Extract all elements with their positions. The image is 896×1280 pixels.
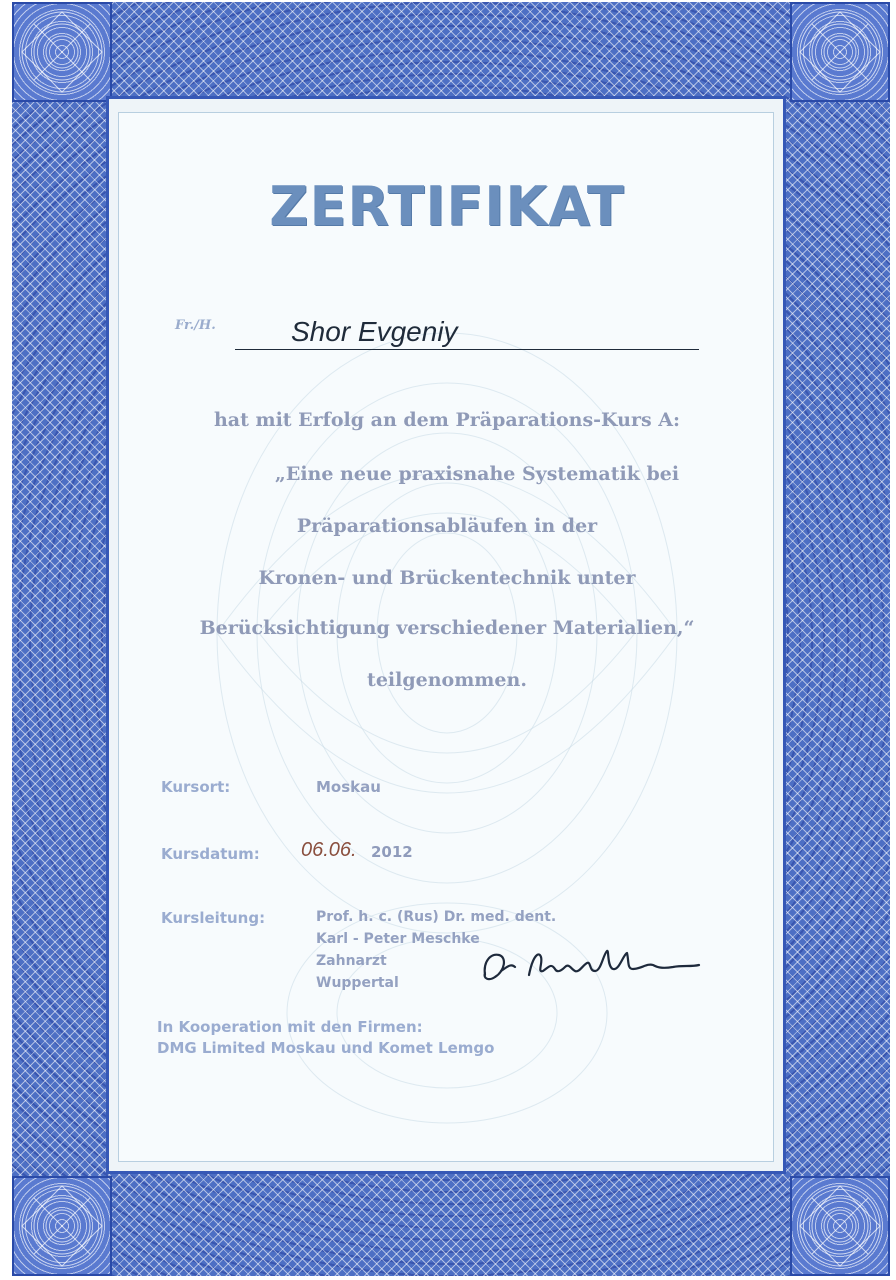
course-leader-line-4: Wuppertal <box>316 975 399 991</box>
course-leader-line-1: Prof. h. c. (Rus) Dr. med. dent. <box>316 909 557 925</box>
certificate-panel <box>118 112 774 1162</box>
corner-ornament-bottom-left <box>12 1176 112 1276</box>
body-line-1: hat mit Erfolg an dem Präparations-Kurs A: <box>213 409 681 431</box>
corner-ornament-top-left <box>12 2 112 102</box>
body-line-6: teilgenommen. <box>367 669 527 691</box>
certificate-title: ZERTIFIKAT <box>269 175 625 238</box>
course-date-year: 2012 <box>371 843 413 861</box>
corner-ornament-top-right <box>790 2 890 102</box>
course-leader-line-3: Zahnarzt <box>316 953 387 969</box>
body-line-3: Präparationsabläufen in der <box>296 515 598 537</box>
body-line-4: Kronen- und Brückentechnik unter <box>258 567 636 589</box>
signature <box>477 941 707 991</box>
corner-ornament-bottom-right <box>790 1176 890 1276</box>
course-leader-label: Kursleitung: <box>161 909 266 927</box>
name-underline <box>235 349 699 350</box>
course-location-value: Moskau <box>316 778 381 796</box>
body-line-2: „Eine neue praxisnahe Systematik bei <box>274 463 680 485</box>
cooperation-line-2: DMG Limited Moskau und Komet Lemgo <box>157 1039 495 1057</box>
body-line-5: Berücksichtigung verschiedener Materialien,“ <box>199 617 695 639</box>
course-location-label: Kursort: <box>161 778 231 796</box>
course-date-handwritten: 06.06. <box>301 839 357 861</box>
course-date-label: Kursdatum: <box>161 845 260 863</box>
recipient-name: Shor Evgeniy <box>291 316 458 347</box>
salutation-label: Fr./H. <box>175 318 216 333</box>
course-leader-line-2: Karl - Peter Meschke <box>316 931 480 947</box>
cooperation-line-1: In Kooperation mit den Firmen: <box>157 1018 423 1036</box>
